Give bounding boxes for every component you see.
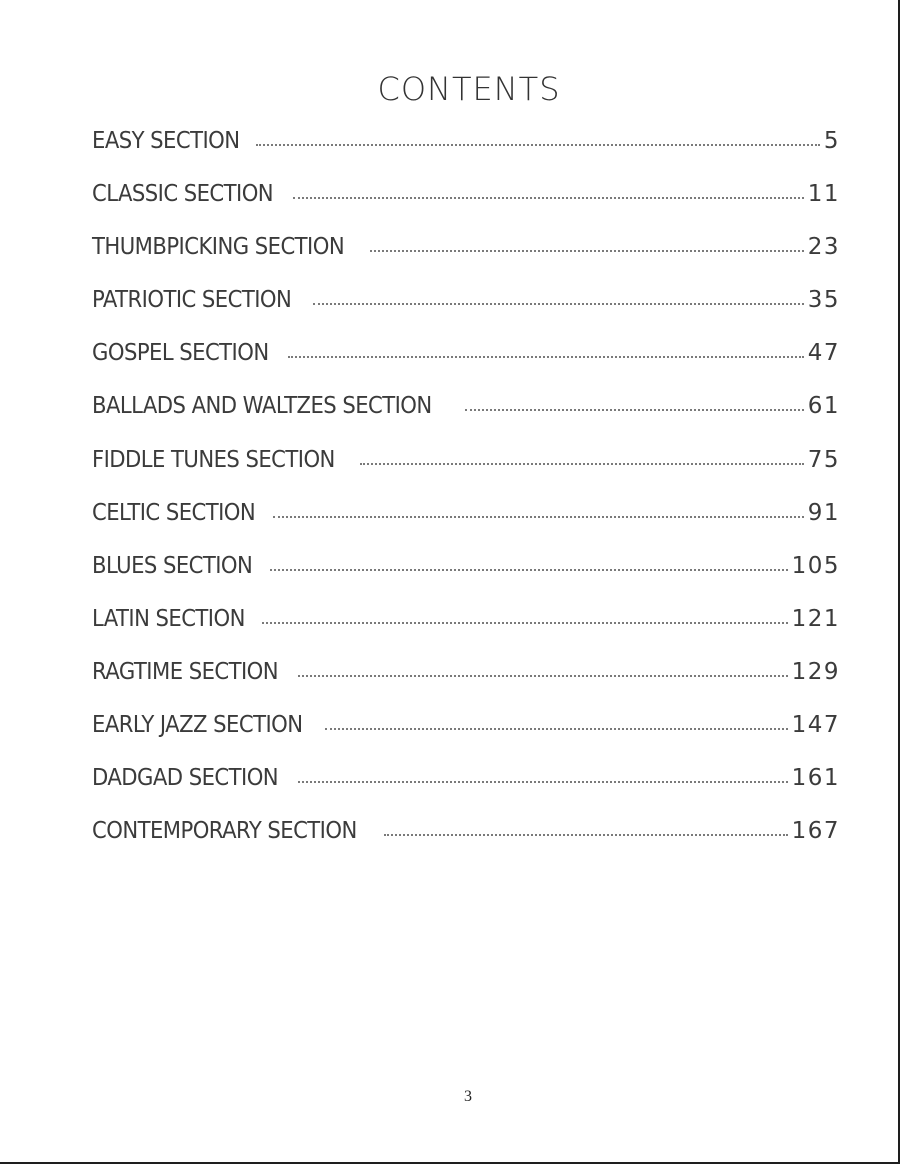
toc-entry-page: 11 <box>807 181 840 208</box>
toc-entry-page: 75 <box>807 446 840 473</box>
toc-entry-label: CONTEMPORARY SECTION <box>92 818 357 845</box>
toc-entry-blues[interactable] <box>92 553 840 606</box>
toc-entry-gospel[interactable] <box>92 340 840 393</box>
toc-list <box>92 128 840 871</box>
toc-entry-ragtime[interactable] <box>92 659 840 712</box>
toc-entry-classic[interactable] <box>92 181 840 234</box>
toc-entry-page: 105 <box>791 552 840 579</box>
dot-leader <box>298 781 787 783</box>
page-title: CONTENTS <box>377 70 561 108</box>
toc-entry-label: THUMBPICKING SECTION <box>92 234 345 261</box>
toc-entry-label: LATIN SECTION <box>92 605 245 632</box>
toc-entry-label: FIDDLE TUNES SECTION <box>92 446 335 473</box>
dot-leader <box>293 197 804 199</box>
dot-leader <box>384 834 788 836</box>
toc-entry-label: GOSPEL SECTION <box>92 340 269 367</box>
toc-entry-label: CLASSIC SECTION <box>92 181 274 208</box>
toc-entry-page: 121 <box>791 605 840 632</box>
toc-entry-page: 5 <box>823 128 840 154</box>
toc-entry-label: DADGAD SECTION <box>92 765 279 792</box>
toc-entry-page: 23 <box>807 234 840 261</box>
dot-leader <box>325 728 788 730</box>
dot-leader <box>465 409 803 411</box>
dot-leader <box>288 356 804 358</box>
toc-entry-label: BLUES SECTION <box>92 552 253 579</box>
dot-leader <box>313 303 804 305</box>
toc-entry-patriotic[interactable] <box>92 287 840 340</box>
toc-entry-dadgad[interactable] <box>92 765 840 818</box>
toc-entry-early-jazz[interactable] <box>92 712 840 765</box>
page-number: 3 <box>464 1088 472 1105</box>
dot-leader <box>273 516 803 518</box>
toc-entry-page: 167 <box>791 818 840 845</box>
dot-leader <box>262 622 787 624</box>
toc-entry-label: PATRIOTIC SECTION <box>92 287 292 314</box>
toc-entry-label: EARLY JAZZ SECTION <box>92 712 303 739</box>
toc-entry-thumbpicking[interactable] <box>92 234 840 287</box>
toc-entry-contemporary[interactable] <box>92 818 840 871</box>
toc-entry-page: 129 <box>791 658 840 685</box>
toc-entry-fiddle-tunes[interactable] <box>92 447 840 500</box>
toc-entry-ballads-and-waltzes[interactable] <box>92 393 840 446</box>
toc-entry-latin[interactable] <box>92 606 840 659</box>
dot-leader <box>256 144 820 146</box>
toc-entry-page: 47 <box>807 340 840 367</box>
toc-entry-page: 35 <box>807 287 840 314</box>
toc-entry-label: CELTIC SECTION <box>92 499 256 526</box>
toc-entry-page: 91 <box>807 499 840 526</box>
toc-entry-label: RAGTIME SECTION <box>92 658 279 685</box>
dot-leader <box>360 463 804 465</box>
dot-leader <box>270 569 787 571</box>
toc-entry-label: BALLADS AND WALTZES SECTION <box>92 393 432 420</box>
toc-entry-page: 61 <box>807 393 840 420</box>
toc-entry-label: EASY SECTION <box>92 128 240 154</box>
toc-entry-page: 147 <box>791 712 840 739</box>
dot-leader <box>298 675 787 677</box>
dot-leader <box>370 250 804 252</box>
toc-entry-easy[interactable] <box>92 128 840 181</box>
toc-entry-page: 161 <box>791 765 840 792</box>
toc-entry-celtic[interactable] <box>92 500 840 553</box>
